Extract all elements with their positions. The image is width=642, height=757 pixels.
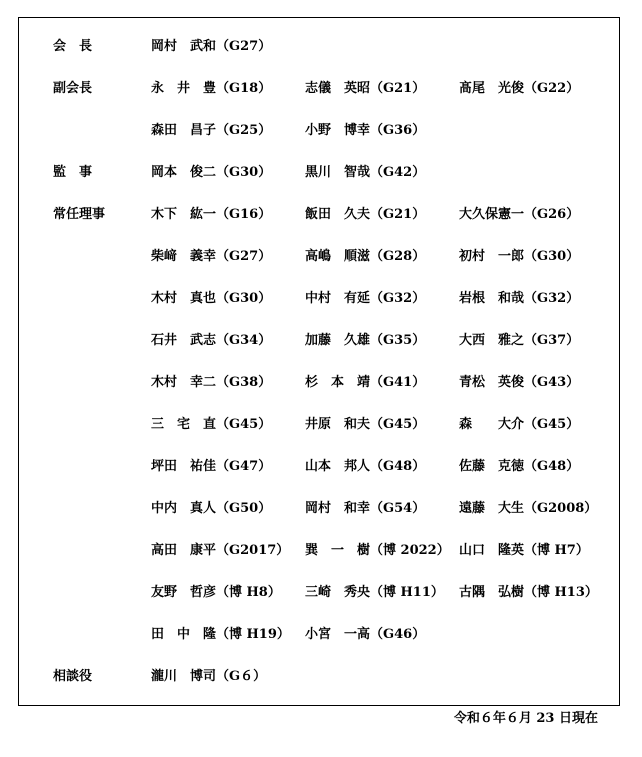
role-label: 相談役: [53, 669, 93, 684]
member-name: 中内 真人（G50）: [151, 501, 272, 516]
member-name: 岡村 武和（G27）: [151, 39, 272, 54]
member-name: 大西 雅之（G37）: [459, 333, 580, 348]
member-name: 高嶋 順滋（G28）: [305, 249, 426, 264]
member-name: 永 井 豊（G18）: [151, 81, 272, 96]
member-name: 小野 博幸（G36）: [305, 123, 426, 138]
officer-row: [19, 205, 619, 225]
member-name: 古隅 弘樹（博 H13）: [459, 585, 598, 600]
member-name: 巽 一 樹（博 2022）: [305, 543, 450, 558]
member-name: 髙尾 光俊（G22）: [459, 81, 580, 96]
role-label: 常任理事: [53, 207, 106, 222]
member-name: 瀧川 博司（G６）: [151, 669, 267, 684]
officer-row: [19, 163, 619, 183]
member-name: 志儀 英昭（G21）: [305, 81, 426, 96]
as-of-date: 令和６年６月 23 日現在: [453, 711, 598, 726]
member-name: 坪田 祐佳（G47）: [151, 459, 272, 474]
member-name: 森 大介（G45）: [459, 417, 580, 432]
officer-row: [19, 541, 619, 561]
member-name: 中村 有延（G32）: [305, 291, 426, 306]
member-name: 友野 哲彦（博 H8）: [151, 585, 281, 600]
officer-row: [19, 499, 619, 519]
member-name: 木下 紘一（G16）: [151, 207, 272, 222]
officer-row: [19, 37, 619, 57]
member-name: 小宮 一高（G46）: [305, 627, 426, 642]
member-name: 木村 真也（G30）: [151, 291, 272, 306]
member-name: 高田 康平（G2017）: [151, 543, 290, 558]
member-name: 青松 英俊（G43）: [459, 375, 580, 390]
member-name: 杉 本 靖（G41）: [305, 375, 426, 390]
officer-row: [19, 289, 619, 309]
officer-row: [19, 457, 619, 477]
member-name: 大久保憲一（G26）: [459, 207, 580, 222]
member-name: 森田 昌子（G25）: [151, 123, 272, 138]
role-label: 副会長: [53, 81, 93, 96]
member-name: 石井 武志（G34）: [151, 333, 272, 348]
member-name: 山口 隆英（博 H7）: [459, 543, 589, 558]
member-name: 加藤 久雄（G35）: [305, 333, 426, 348]
member-name: 黒川 智哉（G42）: [305, 165, 426, 180]
officer-row: [19, 79, 619, 99]
officer-row: [19, 625, 619, 645]
role-label: 会 長: [53, 39, 93, 54]
member-name: 三 宅 直（G45）: [151, 417, 272, 432]
member-name: 柴﨑 義幸（G27）: [151, 249, 272, 264]
member-name: 田 中 隆（博 H19）: [151, 627, 290, 642]
member-name: 井原 和夫（G45）: [305, 417, 426, 432]
member-name: 木村 幸二（G38）: [151, 375, 272, 390]
officer-list-frame: [18, 17, 620, 706]
member-name: 岡村 和幸（G54）: [305, 501, 426, 516]
officer-row: [19, 247, 619, 267]
member-name: 岩根 和哉（G32）: [459, 291, 580, 306]
member-name: 三崎 秀央（博 H11）: [305, 585, 444, 600]
member-name: 岡本 俊二（G30）: [151, 165, 272, 180]
officer-row: [19, 373, 619, 393]
member-name: 飯田 久夫（G21）: [305, 207, 426, 222]
member-name: 初村 一郎（G30）: [459, 249, 580, 264]
member-name: 山本 邦人（G48）: [305, 459, 426, 474]
officer-row: [19, 583, 619, 603]
member-name: 遠藤 大生（G2008）: [459, 501, 598, 516]
member-name: 佐藤 克徳（G48）: [459, 459, 580, 474]
officer-row: [19, 121, 619, 141]
role-label: 監 事: [53, 165, 93, 180]
officer-row: [19, 667, 619, 687]
officer-row: [19, 415, 619, 435]
officer-row: [19, 331, 619, 351]
